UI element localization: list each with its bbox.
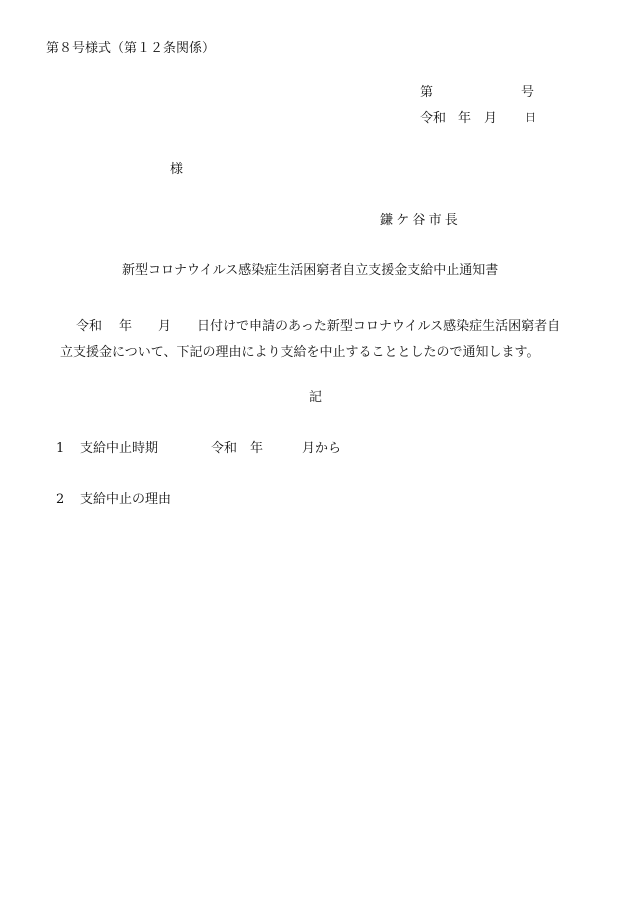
item-1-month-from: 月から [302, 441, 342, 456]
body-line-1-rest: 日付けで申請のあった新型コロナウイルス感染症生活困窮者自 [197, 319, 561, 334]
form-number: 第８号様式（第１２条関係） [46, 41, 216, 56]
item-2-label: 支給中止の理由 [80, 492, 172, 507]
body-line-1 [60, 314, 580, 340]
item-1-label: 支給中止時期 [80, 441, 159, 456]
item-1-number: 1 [56, 441, 65, 456]
addressee-honorific: 様 [170, 162, 184, 177]
item-1-year: 年 [250, 441, 264, 456]
issue-date-era: 令和 [420, 111, 447, 126]
reference-number-prefix: 第 [420, 85, 434, 100]
issue-date-month: 月 [484, 111, 498, 126]
body-month: 月 [158, 319, 172, 334]
item-1-era: 令和 [211, 441, 238, 456]
issue-date-day: 日 [525, 111, 536, 124]
body-paragraph [60, 314, 580, 366]
document-title: 新型コロナウイルス感染症生活困窮者自立支援金支給中止通知書 [122, 263, 499, 278]
body-line-2: 立支援金について、下記の理由により支給を中止することとしたので通知します。 [60, 345, 540, 360]
body-era: 令和 [76, 319, 103, 334]
item-2-number: 2 [56, 492, 65, 507]
sender-name: 鎌ケ谷市長 [380, 213, 462, 228]
body-year: 年 [119, 319, 133, 334]
reference-number-suffix: 号 [521, 85, 535, 100]
notation-ki: 記 [309, 390, 323, 405]
issue-date-year: 年 [458, 111, 472, 126]
